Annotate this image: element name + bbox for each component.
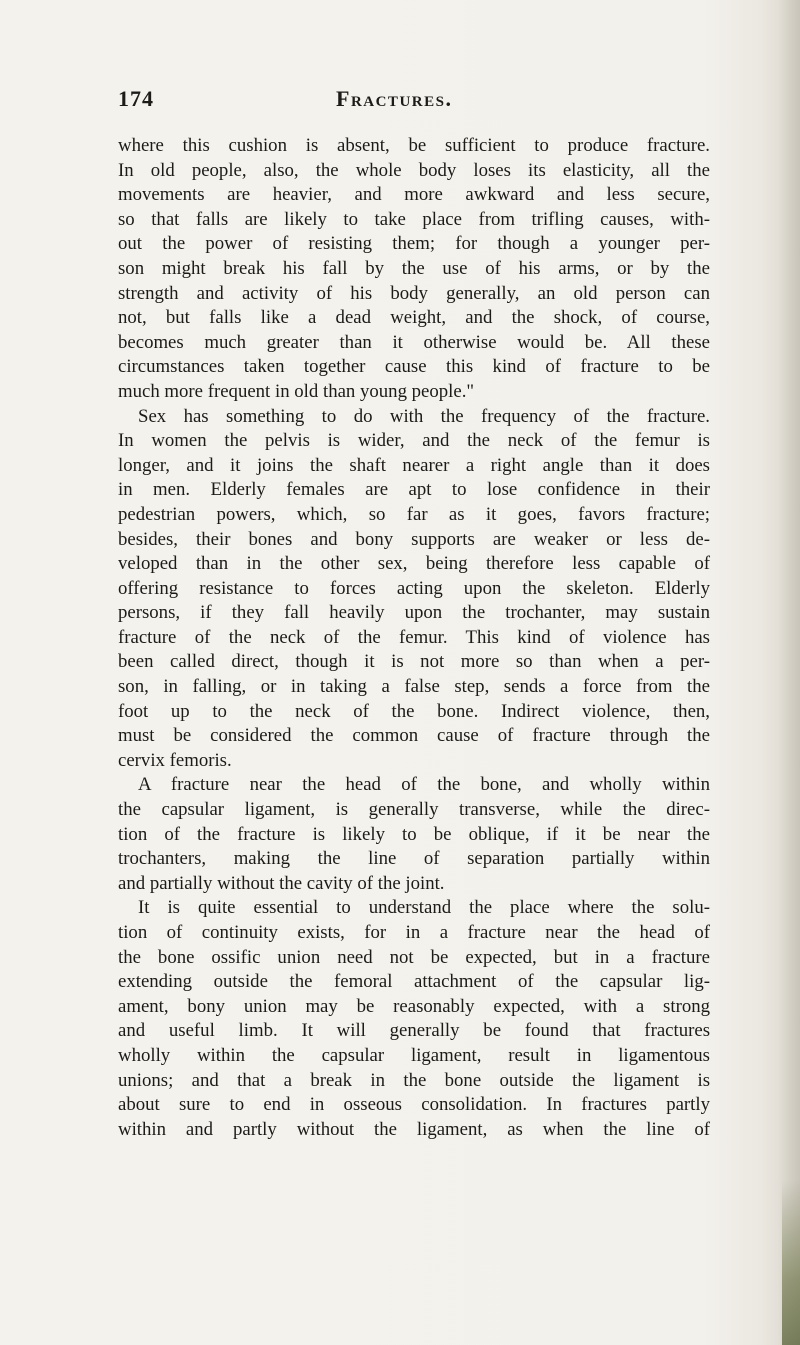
text-line: tion of continuity exists, for in a fracture near the head of xyxy=(118,922,710,943)
text-line: must be considered the common cause of fracture through the xyxy=(118,725,710,747)
text-line: not, but falls like a dead weight, and the shock, of course, xyxy=(118,307,710,329)
text-line: out the power of resisting them; for though a younger per- xyxy=(118,233,710,255)
text-line: within and partly without the ligament, as when the line of xyxy=(118,1118,710,1140)
body-text xyxy=(118,134,710,1142)
text-line: ament, bony union may be reasonably expected, with a strong xyxy=(118,995,710,1017)
text-line: Sex has something to do with the frequency of the fracture. xyxy=(138,405,710,427)
page-header xyxy=(0,86,800,116)
text-line: the capsular ligament, is generally transverse, while the direc- xyxy=(118,799,710,821)
text-line: been called direct, though it is not more so than when a per- xyxy=(118,651,710,673)
running-title: Fractures. xyxy=(336,86,453,111)
text-line: circumstances taken together cause this kind of fracture to be xyxy=(118,356,710,378)
text-line: trochanters, making the line of separation partially within xyxy=(118,848,710,870)
text-line: persons, if they fall heavily upon the trochanter, may sustain xyxy=(118,602,710,624)
page-edge-stain xyxy=(782,1180,800,1345)
text-line: about sure to end in osseous consolidation. In fractures partly xyxy=(118,1094,710,1116)
text-line: strength and activity of his body generally, an old person can xyxy=(118,282,710,304)
text-line: much more frequent in old than young people." xyxy=(118,380,475,402)
text-line: offering resistance to forces acting upon the skeleton. Elderly xyxy=(118,577,710,599)
text-line: where this cushion is absent, be sufficient to produce fracture. xyxy=(118,135,710,156)
text-line: longer, and it joins the shaft nearer a right angle than it does xyxy=(118,454,710,476)
text-line: and useful limb. It will generally be found that fractures xyxy=(118,1020,710,1042)
text-line: A fracture near the head of the bone, and wholly within xyxy=(138,774,710,796)
text-line: wholly within the capsular ligament, result in ligamentous xyxy=(118,1044,710,1066)
text-line: veloped than in the other sex, being therefore less capable of xyxy=(118,553,710,575)
text-line: the bone ossific union need not be expected, but in a fracture xyxy=(118,946,710,968)
text-line: In old people, also, the whole body loses its elasticity, all the xyxy=(118,159,710,181)
text-line: foot up to the neck of the bone. Indirect violence, then, xyxy=(118,700,710,722)
page-edge-shadow xyxy=(778,0,800,1345)
text-line: tion of the fracture is likely to be oblique, if it be near the xyxy=(118,823,710,845)
text-line: and partially without the cavity of the joint. xyxy=(118,872,445,894)
text-line: besides, their bones and bony supports are weaker or less de- xyxy=(118,528,710,550)
text-line: becomes much greater than it otherwise would be. All these xyxy=(118,331,710,353)
text-line: son, in falling, or in taking a false step, sends a force from the xyxy=(118,676,710,698)
text-line: In women the pelvis is wider, and the neck of the femur is xyxy=(118,430,710,452)
text-line: movements are heavier, and more awkward and less secure, xyxy=(118,184,710,206)
text-line: son might break his fall by the use of his arms, or by the xyxy=(118,257,710,279)
text-line: so that falls are likely to take place from trifling causes, with- xyxy=(118,208,710,230)
text-line: in men. Elderly females are apt to lose confidence in their xyxy=(118,479,710,501)
text-line: It is quite essential to understand the place where the solu- xyxy=(138,897,710,919)
text-line: pedestrian powers, which, so far as it goes, favors fracture; xyxy=(118,503,710,525)
text-line: cervix femoris. xyxy=(118,749,232,771)
text-line: extending outside the femoral attachment of the capsular lig- xyxy=(118,971,710,993)
text-line: unions; and that a break in the bone outside the ligament is xyxy=(118,1069,710,1091)
page-number: 174 xyxy=(118,86,154,111)
text-line: fracture of the neck of the femur. This kind of violence has xyxy=(118,626,710,648)
